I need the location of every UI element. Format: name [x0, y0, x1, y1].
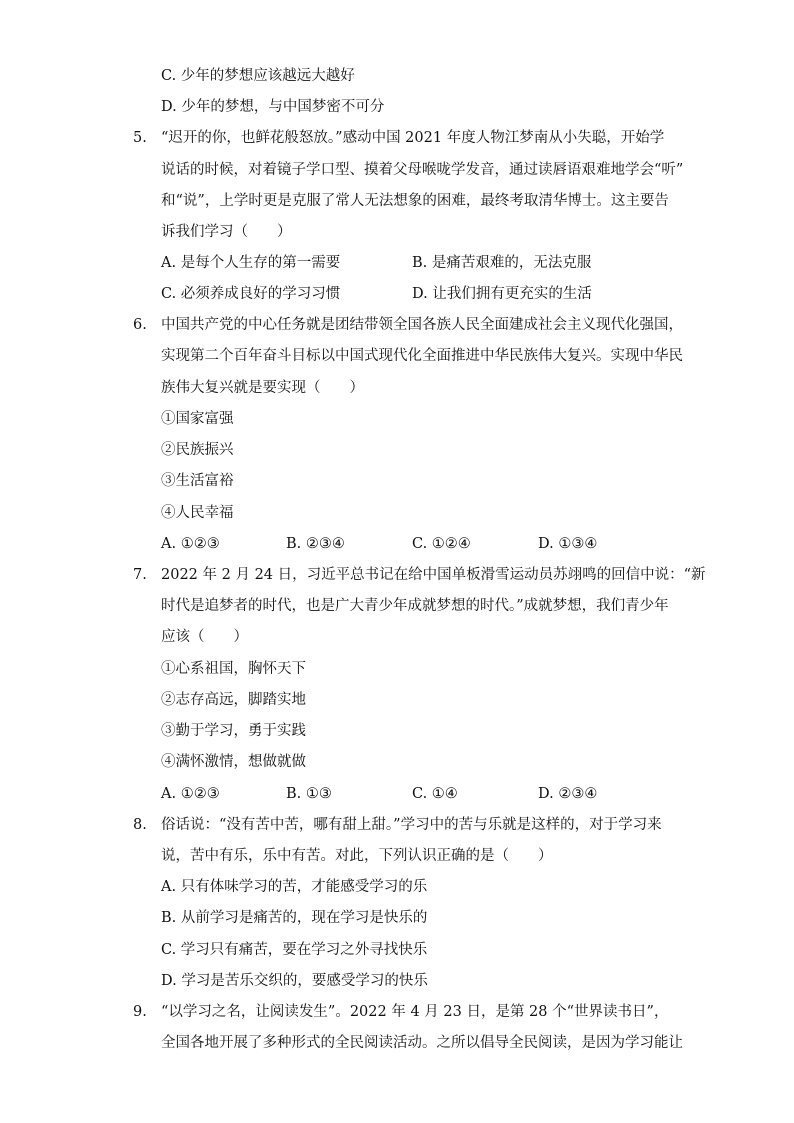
question-5-option-b: B. 是痛苦艰难的，无法克服	[412, 255, 592, 271]
question-5-option-a: A. 是每个人生存的第一需要	[161, 255, 341, 271]
question-7-item-3: ③勤于学习，勇于实践	[161, 723, 306, 739]
question-5-line-4: 诉我们学习（ ）	[161, 224, 292, 240]
question-6-option-d: D. ①③④	[538, 536, 598, 552]
question-7-line-2: 时代是追梦者的时代，也是广大青少年成就梦想的时代。”成就梦想，我们青少年	[161, 598, 669, 614]
question-5-option-d: D. 让我们拥有更充实的生活	[412, 286, 592, 302]
question-7-option-c: C. ①④	[412, 786, 458, 802]
question-8-option-d: D. 学习是苦乐交织的，要感受学习的快乐	[161, 973, 428, 989]
question-7-item-2: ②志存高远，脚踏实地	[161, 692, 306, 708]
prev-option-c: C. 少年的梦想应该越远大越好	[161, 68, 355, 84]
question-7-item-1: ①心系祖国，胸怀天下	[161, 661, 306, 677]
question-6-line-1: 中国共产党的中心任务就是团结带领全国各族人民全面建成社会主义现代化强国，	[161, 317, 683, 333]
question-8-line-2: 说，苦中有乐，乐中有苦。对此，下列认识正确的是（ ）	[161, 848, 553, 864]
question-6-item-3: ③生活富裕	[161, 473, 234, 489]
question-8-option-c: C. 学习只有痛苦，要在学习之外寻找快乐	[161, 942, 428, 958]
question-6-item-4: ④人民幸福	[161, 505, 234, 521]
question-6-option-c: C. ①②④	[412, 536, 471, 552]
question-7-line-1: 2022 年 2 月 24 日，习近平总书记在给中国单板滑雪运动员苏翊鸣的回信中说：“新	[161, 567, 706, 583]
question-5-line-1: “迟开的你，也鲜花般怒放。”感动中国 2021 年度人物江梦南从小失聪，开始学	[161, 130, 665, 146]
question-6-option-a: A. ①②③	[161, 536, 220, 552]
question-7-option-d: D. ②③④	[538, 786, 598, 802]
question-7-option-a: A. ①②③	[161, 786, 220, 802]
prev-option-d: D. 少年的梦想，与中国梦密不可分	[161, 99, 385, 115]
question-8-number: 8.	[133, 817, 147, 833]
question-7-line-3: 应该（ ）	[161, 629, 248, 645]
question-5-number: 5.	[133, 130, 147, 146]
question-6-number: 6.	[133, 317, 147, 333]
question-9-line-2: 全国各地开展了多种形式的全民阅读活动。之所以倡导全民阅读，是因为学习能让	[161, 1035, 683, 1051]
question-7-option-b: B. ①③	[286, 786, 332, 802]
question-5-option-c: C. 必须养成良好的学习习惯	[161, 286, 341, 302]
question-6-line-3: 族伟大复兴就是要实现（ ）	[161, 380, 364, 396]
question-8-option-b: B. 从前学习是痛苦的，现在学习是快乐的	[161, 910, 428, 926]
question-5-line-3: 和“说”，上学时更是克服了常人无法想象的困难，最终考取清华博士。这主要告	[161, 193, 669, 209]
question-9-number: 9.	[133, 1004, 147, 1020]
question-6-option-b: B. ②③④	[286, 536, 345, 552]
question-7-item-4: ④满怀激情，想做就做	[161, 754, 306, 770]
question-6-item-1: ①国家富强	[161, 411, 234, 427]
question-8-line-1: 俗话说：“没有苦中苦，哪有甜上甜。”学习中的苦与乐就是这样的，对于学习来	[161, 817, 662, 833]
question-6-line-2: 实现第二个百年奋斗目标以中国式现代化全面推进中华民族伟大复兴。实现中华民	[161, 348, 683, 364]
question-8-option-a: A. 只有体味学习的苦，才能感受学习的乐	[161, 879, 428, 895]
question-5-line-2: 说话的时候，对着镜子学口型、摸着父母喉咙学发音，通过读唇语艰难地学会“听”	[161, 162, 684, 178]
question-7-number: 7.	[133, 567, 147, 583]
question-9-line-1: “以学习之名，让阅读发生”。2022 年 4 月 23 日，是第 28 个“世界读书日”，	[161, 1004, 669, 1020]
question-6-item-2: ②民族振兴	[161, 442, 234, 458]
